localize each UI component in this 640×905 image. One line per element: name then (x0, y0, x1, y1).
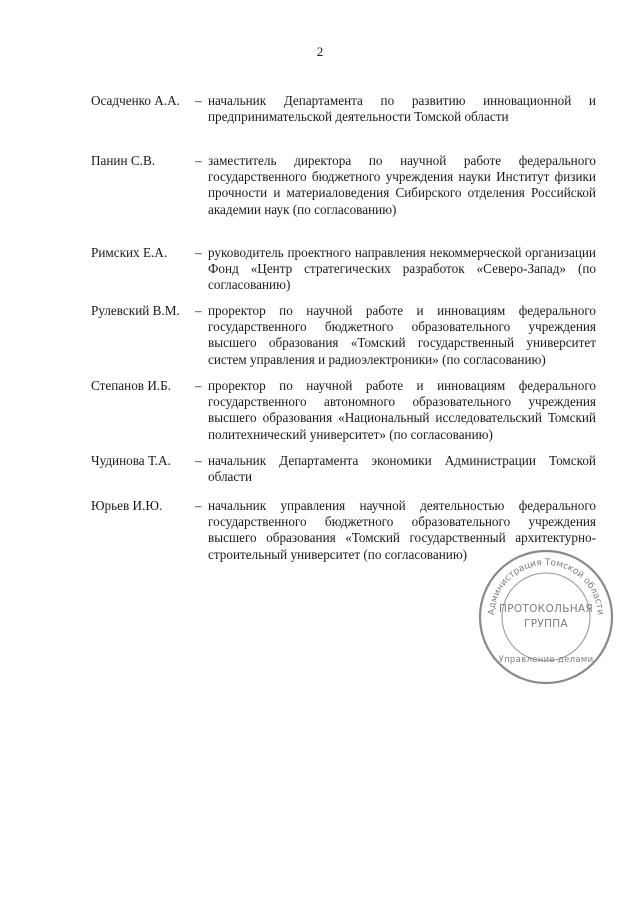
stamp-center-line2: ГРУППА (524, 618, 568, 630)
stamp-center-line1: ПРОТОКОЛЬНАЯ (499, 603, 593, 615)
member-entry-rulevsky (91, 303, 596, 368)
member-position: начальник Департамента экономики Администрации Томской области (208, 453, 596, 485)
stamp-inner-ring (502, 573, 590, 661)
member-position: начальник управления научной деятельностью федерального государственного бюджетного образовательного учреждения высшего образования «Томский государственный архитектурно-строительный университет (по согласованию) (208, 498, 596, 562)
member-position: заместитель директора по научной работе федерального государственного бюджетного учреждения науки Институт физики прочности и материаловедения Сибирского отделения Российской академии наук (по согласованию) (208, 153, 596, 217)
member-name: Рулевский В.М. (91, 303, 180, 318)
member-name: Чудинова Т.А. (91, 453, 171, 468)
member-dash: – (195, 303, 202, 318)
member-entry-rimskikh (91, 245, 596, 294)
member-entry-stepanov (91, 378, 596, 443)
page-number: 2 (316, 44, 324, 59)
stamp-outer-text: Администрация Томской области (486, 557, 606, 616)
member-dash: – (195, 453, 202, 468)
member-name: Панин С.В. (91, 153, 156, 168)
member-entry-panin (91, 153, 596, 218)
member-entry-osadchenko (91, 93, 596, 125)
member-name: Юрьев И.Ю. (91, 498, 163, 513)
stamp-seal-icon (476, 547, 616, 687)
member-dash: – (195, 153, 202, 168)
member-position: проректор по научной работе и инновациям федерального государственного автономного образовательного учреждения высшего образования «Национальный исследовательский Томский политехнический университет» (по согласованию) (208, 378, 596, 442)
member-name: Римских Е.А. (91, 245, 168, 260)
member-position: начальник Департамента по развитию инновационной и предпринимательской деятельности Томской области (208, 93, 596, 125)
member-name: Осадченко А.А. (91, 93, 180, 108)
member-name: Степанов И.Б. (91, 378, 172, 393)
member-dash: – (195, 378, 202, 393)
stamp-bottom-text: Управление делами (498, 655, 594, 665)
member-dash: – (195, 93, 202, 108)
member-position: проректор по научной работе и инновациям федерального государственного бюджетного образовательного учреждения высшего образования «Томский государственный университет систем управления и радиоэлектроники» (по согласованию) (208, 303, 596, 367)
member-entry-chudinova (91, 453, 596, 485)
member-dash: – (195, 498, 202, 513)
member-position: руководитель проектного направления некоммерческой организации Фонд «Центр стратегических разработок «Северо-Запад» (по согласованию) (208, 245, 596, 293)
protocol-group-stamp (476, 547, 616, 687)
member-dash: – (195, 245, 202, 260)
